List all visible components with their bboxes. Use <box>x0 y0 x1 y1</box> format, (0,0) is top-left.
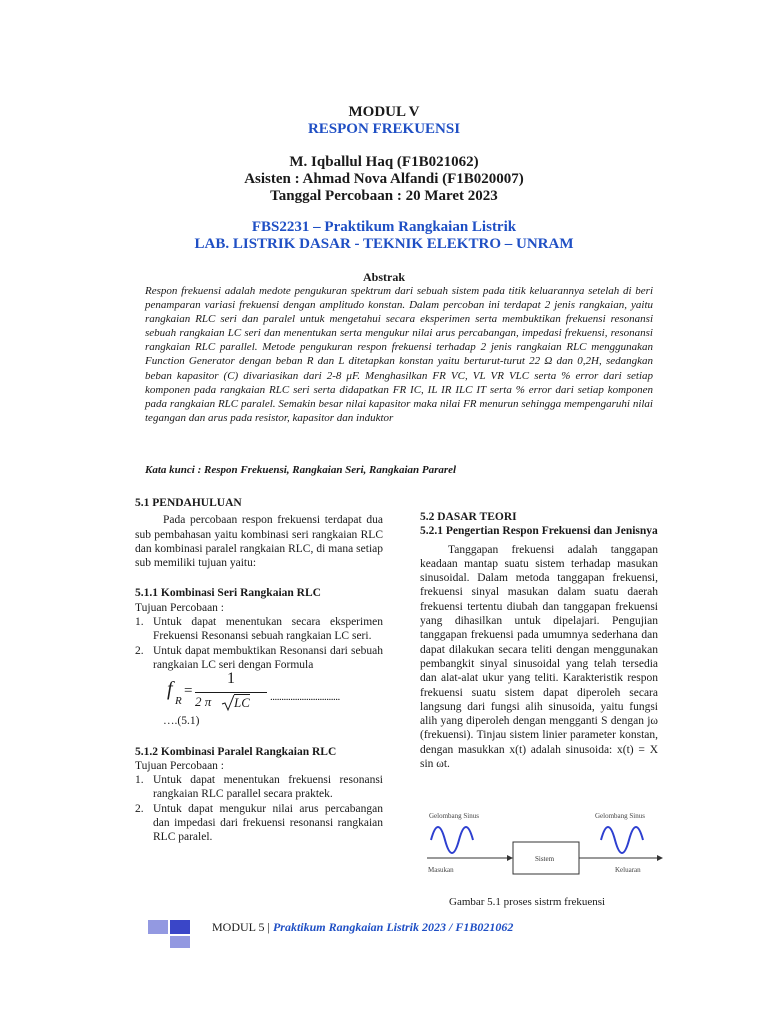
output-wave-label: Gelombang Sinus <box>595 812 645 820</box>
theory-paragraph: Tanggapan frekuensi adalah tanggapan keadaan mantap suatu sistem terhadap masukan sinusoidal. Dalam metoda tanggapan frekuensi, frekuensi sinyal masukan dalam suatu daerah frekuensi tertentu diubah dan tanggapan frekuensi yang dihasilkan untuk dipelajari. Pengujian tanggapan frekuensi pada umumnya sederhana dan dapat dilakukan secara teliti dengan menggunakan pembangkit sinyal sinusoidal yang telah tersedia dan alat-alat ukur yang teliti. Karakteristik respon frekuensi suatu sistem dapat diperoleh secara langsung dari fungsi alih sinusoida, yaitu fungsi alih yang diperoleh dengan mengganti S dengan jω (frekuensi). Tinjau sistem linier parameter konstan, dengan masukkan x(t) adalah sinusoida: x(t) = X sin ωt. <box>420 543 658 771</box>
abstract-text: Respon frekuensi adalah medote pengukuran spektrum dari sebuah sistem pada titik keluarannya setelah di beri penamparan variasi frekuensi dengan amplitudo konstan. Dalam percoban ini terdapat 2 jenis rangkaian, yaitu rangkaian RLC seri dan paralel untuk mengetahui secara eksperimen serta membuktikan frekuensi resonansi sebuah rangkaian LC seri dan menentukan serta mengukur nilai arus percabangan, impedasi frekuensi, resonansi rangkaian RLC parallel. Metode pengukuran respon frekuensi terhadap 2 jenis rangkaian RLC menggunakan Function Generator dengan beban R dan L ditetapkan konstan yaitu berturut-turut 22 Ω dan 0,2H, sedangkan beban kapasitor (C) divariasikan dari 2-8 μF. Menghasilkan FR VC, VL VR VLC serta % error dari setiap komponen pada rangkaian RLC seri serta didapatkan FR IC, IL IR ILC IT serta % error dari setiap komponen pada rangkaian RLC paralel. Semakin besar nilai kapasitor maka nilai FR menurun sehingga mempengaruhi nilai tegangan dan arus pada resistor, kapasitor dan induktor <box>145 285 653 424</box>
footer-module: MODUL 5 | <box>212 920 273 934</box>
list-text: Untuk dapat mengukur nilai arus percabangan dan impedasi dari frekuensi resonansi rangkaian RLC paralel. <box>153 802 383 844</box>
list-text: Untuk dapat menentukan secara eksperimen Frekuensi Resonansi sebuah rangkaian LC seri. <box>153 616 383 643</box>
radical-sign <box>221 694 235 712</box>
output-sine-wave <box>601 827 643 853</box>
list-number: 1. <box>135 774 144 787</box>
formula-radicand: LC <box>234 695 250 711</box>
course-line: FBS2231 – Praktikum Rangkaian Listrik <box>251 219 517 235</box>
list-text: Untuk dapat menentukan frekuensi resonansi rangkaian RLC parallel secara praktek. <box>153 774 383 801</box>
assistant-line: Asisten : Ahmad Nova Alfandi (F1B020007) <box>244 171 524 187</box>
list-item <box>135 773 383 802</box>
date-line: Tanggal Percobaan : 20 Maret 2023 <box>270 188 498 204</box>
formula-dots: ............................... <box>270 691 340 704</box>
footer-square <box>148 920 168 934</box>
right-column <box>420 510 658 771</box>
formula-numerator: 1 <box>227 670 235 688</box>
list-number: 2. <box>135 802 144 815</box>
list-item <box>135 615 383 644</box>
subsection-heading: 5.2.1 Pengertian Respon Frekuensi dan Jenisnya <box>420 525 658 538</box>
output-label: Keluaran <box>615 866 641 874</box>
footer-square <box>170 920 190 934</box>
system-diagram <box>425 810 667 894</box>
list-item <box>135 644 383 673</box>
author-line: M. Iqballul Haq (F1B021062) <box>289 154 479 170</box>
footer-title: Praktikum Rangkaian Listrik 2023 / F1B021062 <box>272 920 514 934</box>
section-heading: 5.1 PENDAHULUAN <box>135 497 242 509</box>
left-column <box>135 496 383 845</box>
subsection-heading: 5.1.1 Kombinasi Seri Rangkaian RLC <box>135 587 321 600</box>
list-text: Untuk dapat membuktikan Resonansi dari sebuah rangkaian LC seri dengan Formula <box>153 644 383 671</box>
system-label: Sistem <box>535 855 555 863</box>
resonance-formula <box>135 672 383 714</box>
goal-label: Tujuan Percobaan : <box>135 759 225 772</box>
input-label: Masukan <box>428 866 454 874</box>
input-arrowhead <box>507 855 513 861</box>
footer <box>212 920 513 935</box>
input-wave-label: Gelombang Sinus <box>429 812 479 820</box>
list-item <box>135 802 383 845</box>
intro-paragraph: Pada percobaan respon frekuensi terdapat dua sub pembahasan yaitu kombinasi seri rangkaian RLC dan kombinasi paralel rangkaian RLC, di mana setiap sub memiliki tujuan yaitu: <box>135 514 383 570</box>
subsection-heading: 5.1.2 Kombinasi Paralel Rangkaian RLC <box>135 745 337 758</box>
list-number: 2. <box>135 644 144 657</box>
module-title: RESPON FREKUENSI <box>307 121 461 137</box>
abstract-title: Abstrak <box>362 270 405 284</box>
footer-square <box>170 936 190 948</box>
list-number: 1. <box>135 616 144 629</box>
keywords: Kata kunci : Respon Frekuensi, Rangkaian Seri, Rangkaian Pararel <box>145 464 457 476</box>
figure-caption: Gambar 5.1 proses sistrm frekuensi <box>449 896 606 908</box>
fraction-bar <box>195 692 267 693</box>
output-arrowhead <box>657 855 663 861</box>
goal-label: Tujuan Percobaan : <box>135 601 225 614</box>
formula-f: f <box>167 678 173 701</box>
section-heading: 5.2 DASAR TEORI <box>420 511 517 523</box>
module-number: MODUL V <box>348 104 420 120</box>
input-sine-wave <box>431 827 473 853</box>
lab-line: LAB. LISTRIK DASAR - TEKNIK ELEKTRO – UNRAM <box>194 236 574 252</box>
formula-subscript: R <box>175 695 182 708</box>
formula-equals: = <box>184 683 193 700</box>
formula-number: ….(5.1) <box>163 715 200 728</box>
formula-denominator: 2 π <box>195 694 212 710</box>
